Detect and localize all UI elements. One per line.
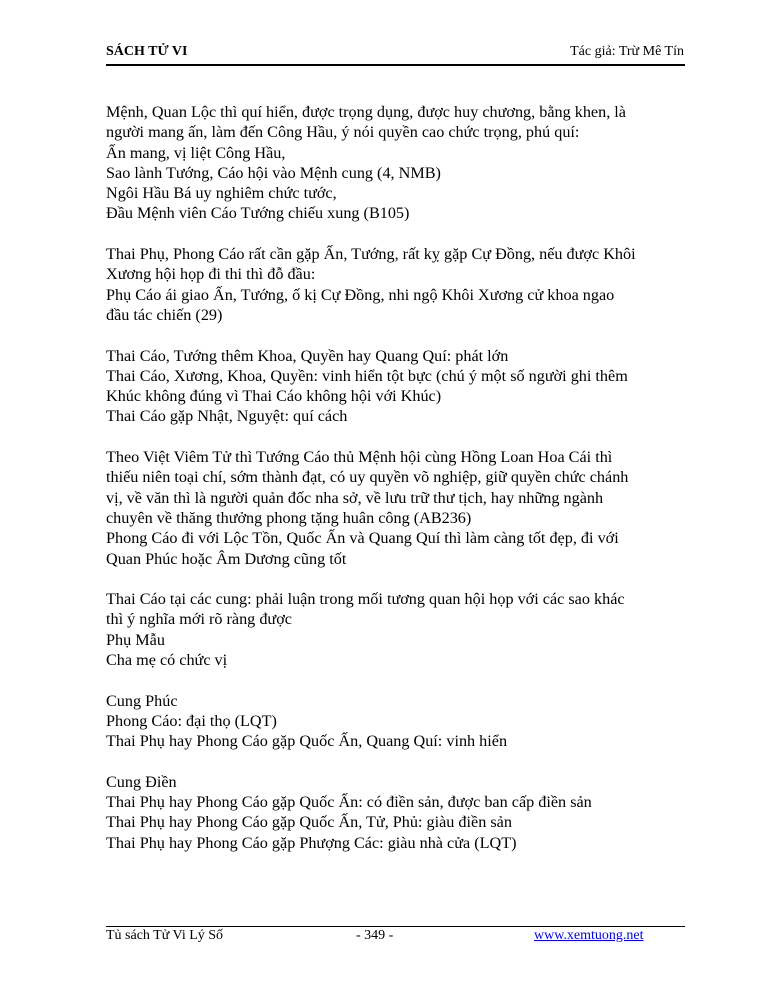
text-line: Xương hội họp đi thi thì đỗ đầu:: [106, 265, 316, 284]
text-line: Phong Cáo: đại thọ (LQT): [106, 711, 277, 730]
paragraph-gap: [106, 670, 686, 690]
text-line: Thai Phụ hay Phong Cáo gặp Quốc Ấn, Tử, Phủ: giàu điền sản: [106, 813, 512, 832]
document-body: [106, 102, 686, 853]
text-line: chuyên về thăng thưởng phong tặng huân công (AB236): [106, 508, 472, 527]
text-line: Thai Phụ hay Phong Cáo gặp Quốc Ấn: có điền sản, được ban cấp điền sản: [106, 793, 592, 812]
text-line: đầu tác chiến (29): [106, 305, 223, 324]
text-line: Ấn mang, vị liệt Công Hầu,: [106, 143, 286, 162]
website-link[interactable]: www.xemtuong.net: [534, 928, 644, 943]
page-footer: [106, 928, 686, 948]
text-line: thiếu niên toại chí, sớm thành đạt, có uy quyền võ nghiệp, giữ quyền chức chánh: [106, 468, 629, 487]
paragraph-gap: [106, 569, 686, 589]
footer-divider: [106, 926, 685, 927]
page-header: [106, 44, 684, 64]
text-line: Mệnh, Quan Lộc thì quí hiển, được trọng dụng, được huy chương, bằng khen, là: [106, 103, 626, 121]
text-line: Ngôi Hầu Bá uy nghiêm chức tước,: [106, 184, 337, 203]
text-line: Cha mẹ có chức vị: [106, 651, 228, 670]
text-line: Khúc không đúng vì Thai Cáo không hội với Khúc): [106, 387, 442, 406]
book-title: SÁCH TỬ VI: [106, 44, 188, 59]
text-line: Thai Cáo, Xương, Khoa, Quyền: vinh hiển tột bực (chú ý một số người ghi thêm: [106, 366, 628, 385]
text-line: Theo Việt Viêm Tử thì Tướng Cáo thủ Mệnh hội cùng Hồng Loan Hoa Cái thì: [106, 448, 613, 467]
text-line: Phụ Mẫu: [106, 630, 165, 649]
text-line: Thai Phụ hay Phong Cáo gặp Phượng Các: giàu nhà cửa (LQT): [106, 833, 517, 852]
text-line: thì ý nghĩa mới rõ ràng được: [106, 610, 292, 629]
text-line: vị, về văn thì là người quản đốc nha sở, về lưu trữ thư tịch, hay những ngành: [106, 488, 604, 507]
text-line: Thai Cáo gặp Nhật, Nguyệt: quí cách: [106, 407, 348, 426]
header-divider: [106, 64, 685, 66]
text-line: Cung Điền: [106, 772, 177, 791]
paragraph-gap: [106, 325, 686, 345]
text-line: Sao lành Tướng, Cáo hội vào Mệnh cung (4, NMB): [106, 163, 441, 182]
paragraph-gap: [106, 752, 686, 772]
page-number: - 349 -: [356, 928, 394, 943]
text-line: Quan Phúc hoặc Âm Dương cũng tốt: [106, 549, 347, 568]
text-line: Thai Phụ, Phong Cáo rất cần gặp Ấn, Tướng, rất kỵ gặp Cự Đồng, nếu được Khôi: [106, 245, 636, 264]
text-line: Thai Cáo, Tướng thêm Khoa, Quyền hay Quang Quí: phát lớn: [106, 346, 509, 365]
author-label: Tác giả: Trừ Mê Tín: [570, 44, 684, 59]
text-line: Phụ Cáo ái giao Ấn, Tướng, ố kị Cự Đồng, nhi ngộ Khôi Xương cử khoa ngao: [106, 285, 615, 304]
paragraph-gap: [106, 427, 686, 447]
series-title: Tủ sách Tử Vi Lý Số: [106, 928, 224, 943]
text-line: Phong Cáo đi với Lộc Tồn, Quốc Ấn và Quang Quí thì làm càng tốt đẹp, đi với: [106, 529, 619, 548]
text-line: Thai Cáo tại các cung: phải luận trong mối tương quan hội họp với các sao khác: [106, 590, 625, 609]
paragraph-gap: [106, 224, 686, 244]
text-line: Đầu Mệnh viên Cáo Tướng chiếu xung (B105): [106, 204, 410, 223]
text-line: Thai Phụ hay Phong Cáo gặp Quốc Ấn, Quang Quí: vinh hiển: [106, 732, 508, 751]
text-line: người mang ấn, làm đến Công Hầu, ý nói quyền cao chức trọng, phú quí:: [106, 123, 580, 142]
text-line: Cung Phúc: [106, 691, 178, 710]
